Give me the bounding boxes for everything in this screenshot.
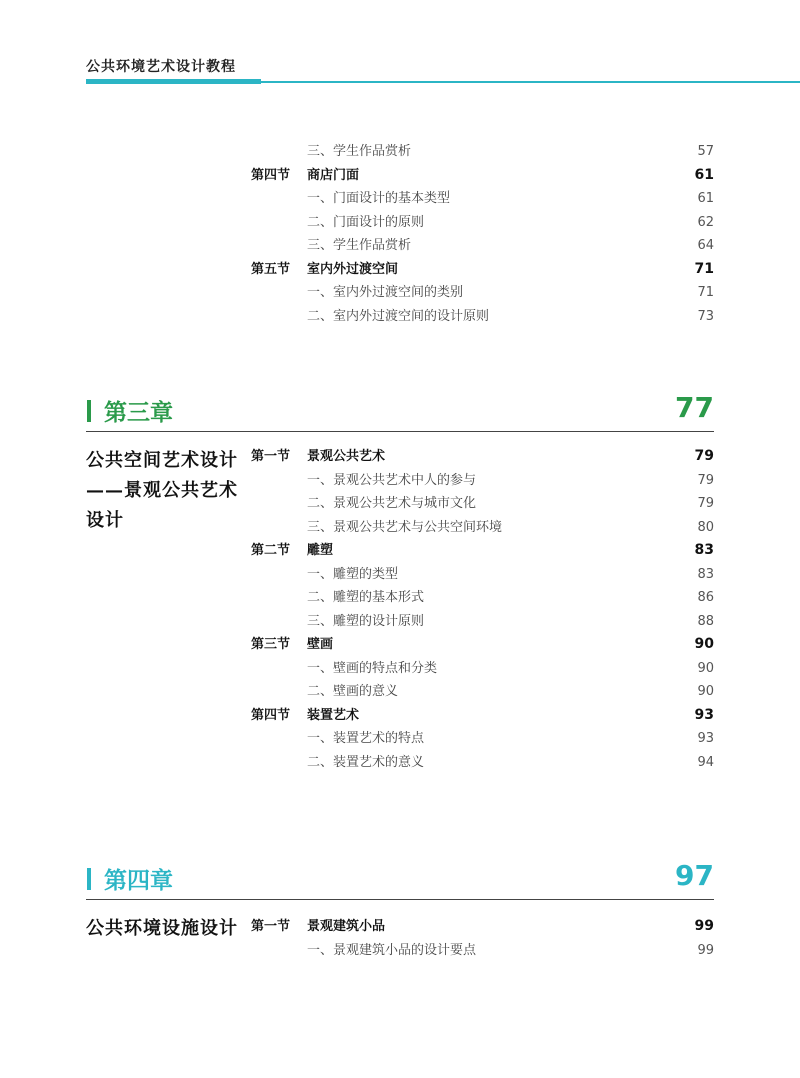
toc-section-row[interactable] — [251, 258, 714, 282]
toc-page-number: 79 — [697, 496, 714, 511]
chapter-3-label: 第三章 — [104, 400, 173, 426]
toc-item-row[interactable] — [251, 234, 714, 258]
toc-entry-title: 二、壁画的意义 — [307, 684, 399, 699]
toc-item-row[interactable] — [251, 586, 714, 610]
toc-page-number: 93 — [694, 706, 714, 723]
chapter-3-heading[interactable] — [86, 391, 714, 432]
chapter-title-line: ——景观公共艺术 — [86, 480, 238, 501]
toc-page-number: 62 — [697, 214, 714, 230]
toc-item-row[interactable] — [251, 657, 714, 681]
toc-page-number: 88 — [697, 613, 714, 629]
toc-entry-title: 三、学生作品赏析 — [307, 144, 412, 159]
section-number: 第一节 — [251, 919, 291, 934]
toc-item-row[interactable] — [251, 140, 714, 164]
toc-page-number: 94 — [697, 754, 714, 770]
toc-page-number: 57 — [697, 144, 714, 159]
toc-page-number: 73 — [697, 308, 714, 324]
chapter-4-heading[interactable] — [86, 859, 714, 900]
toc-entry-title: 雕塑 — [307, 543, 334, 558]
toc-entry-title: 装置艺术 — [307, 707, 360, 723]
chapter-marker-bar — [87, 400, 91, 422]
chapter-title-line: 公共空间艺术设计 — [86, 450, 238, 471]
chapter-title-line: 设计 — [86, 510, 124, 531]
toc-page-number: 71 — [697, 285, 714, 300]
toc-entry-title: 三、景观公共艺术与公共空间环境 — [307, 519, 503, 535]
toc-entry-title: 景观建筑小品 — [307, 919, 386, 934]
toc-item-row[interactable] — [251, 469, 714, 493]
toc-entry-title: 室内外过渡空间 — [307, 261, 399, 277]
toc-section-row[interactable] — [251, 445, 714, 469]
toc-page-number: 80 — [697, 519, 714, 535]
toc-page-number: 86 — [697, 590, 714, 605]
toc-page-number: 83 — [694, 542, 714, 558]
toc-entry-title: 壁画 — [307, 637, 334, 652]
toc-entry-title: 三、雕塑的设计原则 — [307, 613, 425, 629]
section-number: 第一节 — [251, 449, 291, 464]
chapter-4-label: 第四章 — [104, 868, 173, 894]
running-header-title: 公共环境艺术设计教程 — [86, 59, 236, 75]
header-accent-bar — [86, 79, 261, 84]
chapter-4-toc-list — [251, 915, 714, 962]
toc-entry-title: 二、室内外过渡空间的设计原则 — [307, 308, 490, 324]
toc-item-row[interactable] — [251, 211, 714, 235]
chapter-title-line: 公共环境设施设计 — [86, 918, 238, 939]
toc-entry-title: 一、壁画的特点和分类 — [307, 660, 438, 676]
toc-page-number: 79 — [694, 448, 714, 464]
toc-item-row[interactable] — [251, 680, 714, 704]
toc-item-row[interactable] — [251, 516, 714, 540]
toc-page-number: 83 — [697, 566, 714, 582]
toc-entry-title: 二、景观公共艺术与城市文化 — [307, 496, 477, 511]
toc-page-number: 90 — [697, 660, 714, 676]
toc-entry-title: 二、装置艺术的意义 — [307, 754, 425, 770]
toc-item-row[interactable] — [251, 610, 714, 634]
section-number: 第五节 — [251, 261, 291, 277]
toc-entry-title: 景观公共艺术 — [307, 449, 386, 464]
chapter-4-page: 97 — [675, 859, 714, 892]
toc-item-row[interactable] — [251, 939, 714, 963]
toc-page-number: 61 — [697, 191, 714, 206]
toc-section-row[interactable] — [251, 915, 714, 939]
toc-page-number: 99 — [697, 942, 714, 958]
toc-page-number: 99 — [694, 918, 714, 934]
toc-entry-title: 一、景观公共艺术中人的参与 — [307, 472, 477, 488]
toc-entry-title: 一、装置艺术的特点 — [307, 731, 425, 746]
toc-section-row[interactable] — [251, 633, 714, 657]
toc-section-row[interactable] — [251, 539, 714, 563]
toc-entry-title: 三、学生作品赏析 — [307, 238, 412, 253]
toc-item-row[interactable] — [251, 563, 714, 587]
toc-entry-title: 二、门面设计的原则 — [307, 214, 425, 230]
toc-entry-title: 一、雕塑的类型 — [307, 566, 399, 582]
toc-page-number: 64 — [697, 238, 714, 253]
toc-item-row[interactable] — [251, 751, 714, 775]
toc-continuation-list — [251, 140, 714, 328]
toc-item-row[interactable] — [251, 187, 714, 211]
toc-entry-title: 一、景观建筑小品的设计要点 — [307, 942, 477, 958]
chapter-4-title — [86, 914, 246, 944]
section-number: 第三节 — [251, 637, 291, 652]
toc-page-number: 93 — [697, 731, 714, 746]
chapter-3-toc-list — [251, 445, 714, 774]
toc-entry-title: 商店门面 — [307, 167, 360, 183]
toc-page-number: 71 — [694, 260, 714, 277]
chapter-marker-bar — [87, 868, 91, 890]
chapter-3-title — [86, 446, 246, 536]
toc-entry-title: 一、门面设计的基本类型 — [307, 191, 451, 206]
toc-page-number: 90 — [697, 684, 714, 699]
section-number: 第四节 — [251, 167, 291, 183]
section-number: 第四节 — [251, 707, 291, 723]
toc-item-row[interactable] — [251, 727, 714, 751]
chapter-3-page: 77 — [675, 391, 714, 424]
toc-entry-title: 二、雕塑的基本形式 — [307, 590, 425, 605]
toc-entry-title: 一、室内外过渡空间的类别 — [307, 285, 464, 300]
toc-page-number: 90 — [694, 636, 714, 652]
toc-section-row[interactable] — [251, 164, 714, 188]
toc-page-number: 79 — [697, 472, 714, 488]
section-number: 第二节 — [251, 543, 291, 558]
toc-item-row[interactable] — [251, 281, 714, 305]
toc-page-number: 61 — [694, 166, 714, 183]
toc-item-row[interactable] — [251, 305, 714, 329]
toc-item-row[interactable] — [251, 492, 714, 516]
toc-section-row[interactable] — [251, 704, 714, 728]
